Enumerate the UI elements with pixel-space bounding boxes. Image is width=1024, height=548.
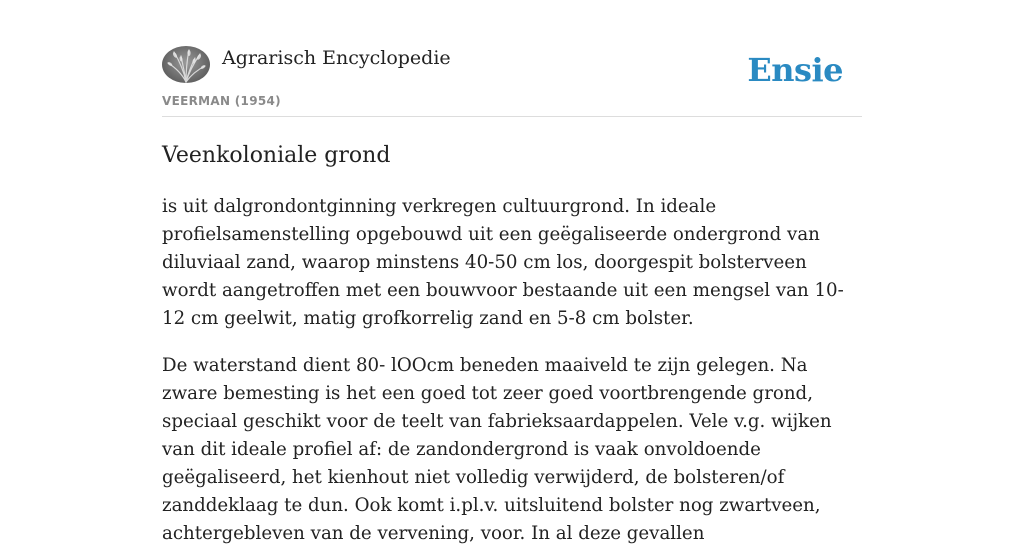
source-title[interactable]: Agrarisch Encyclopedie — [222, 47, 451, 69]
entry-title: Veenkoloniale grond — [162, 143, 391, 168]
entry-page — [162, 0, 862, 548]
paragraph: is uit dalgrondontginning verkregen cultuurgrond. In ideale profielsamenstelling opgebouwd uit een geëgaliseerde ondergrond van diluviaal zand, waarop minstens 40-50 cm los, doorgespit bolsterveen wordt aangetroffen met een bouwvoor bestaande uit een mengsel van 10-12 cm geelwit, matig grofkorrelig zand en 5-8 cm bolster. — [162, 196, 844, 329]
author-line: VEERMAN (1954) — [162, 94, 281, 108]
entry-header — [162, 0, 862, 117]
wheat-icon[interactable] — [162, 46, 210, 83]
paragraph: De waterstand dient 80- lOOcm beneden maaiveld te zijn gelegen. Na zware bemesting is het een goed tot zeer goed voortbrengende grond, speciaal geschikt voor de teelt van fabrieksaardappelen. Vele v.g. wijken van dit ideale profiel af: de zandondergrond is vaak onvoldoende geëgaliseerd, het kienhout niet volledig verwijderd, de bolsteren/of zanddeklaag te dun. Ook komt i.pl.v. uitsluitend bolster nog zwartveen, achtergebleven van de vervening, voor. In al deze gevallen — [162, 355, 832, 544]
entry-body — [162, 193, 862, 548]
ensie-logo[interactable]: Ensie — [747, 51, 843, 89]
